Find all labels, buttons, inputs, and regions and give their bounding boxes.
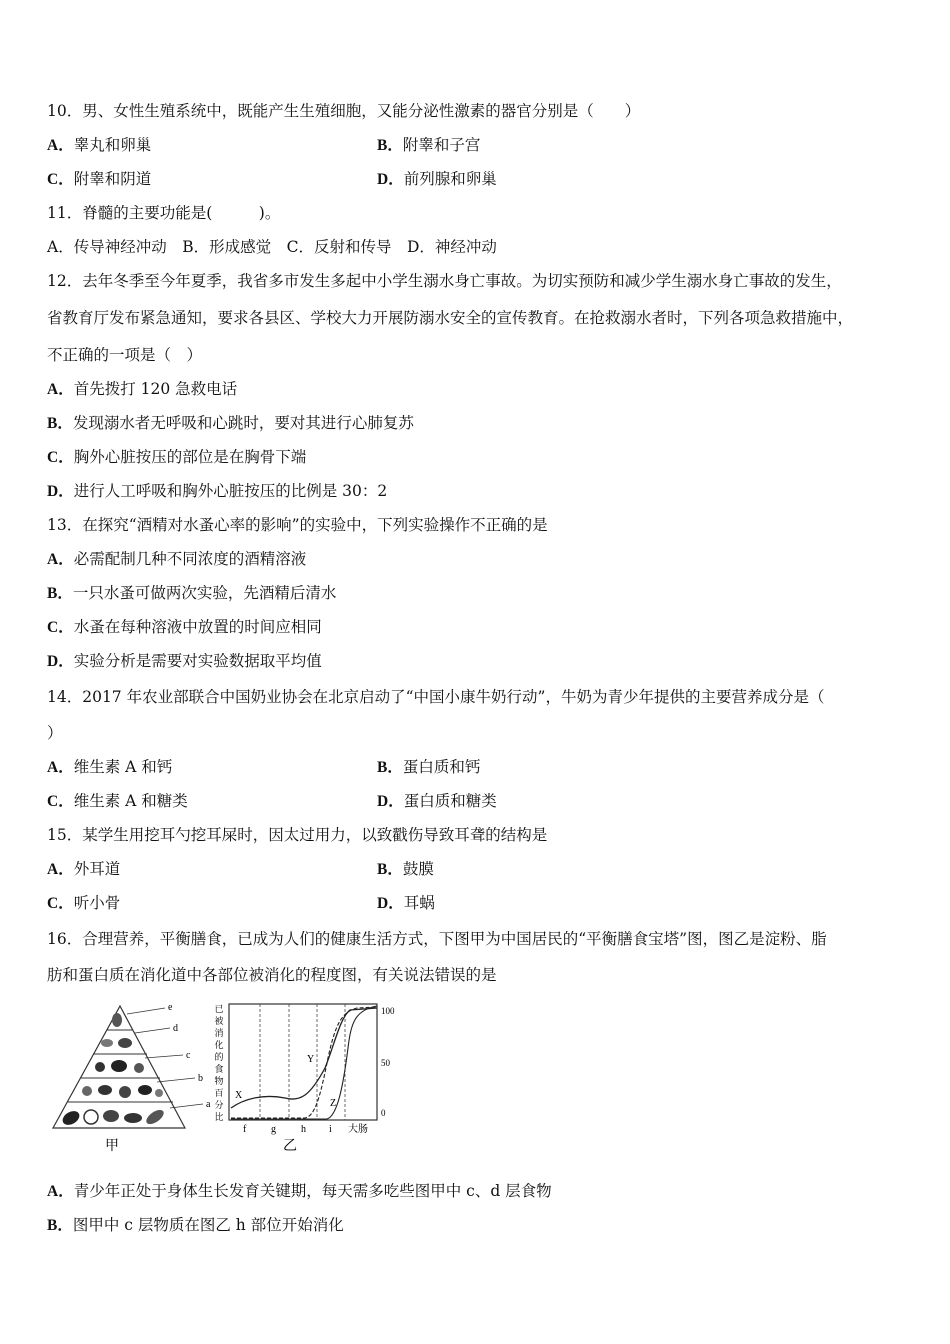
option-label: B．	[47, 415, 73, 432]
q10-option-b	[377, 134, 480, 157]
q13-stem: 13．在探究“酒精对水蚤心率的影响”的实验中，下列实验操作不正确的是	[47, 516, 548, 534]
option-text: 附睾和子宫	[402, 136, 481, 154]
leader-line	[127, 1008, 165, 1014]
food-grain-icon	[144, 1107, 166, 1127]
option-label: D．	[47, 483, 74, 500]
food-fruit-icon	[119, 1086, 131, 1098]
option-label: D．	[377, 793, 404, 810]
option-label: C．	[47, 895, 74, 912]
q15-stem: 15．某学生用挖耳勺挖耳屎时，因太过用力，以致戳伤导致耳聋的结构是	[47, 826, 548, 844]
q14-option-a	[47, 756, 172, 779]
x-section-label: 大肠	[348, 1124, 368, 1135]
option-label: A．	[47, 381, 74, 398]
option-label: A．	[47, 137, 74, 154]
q12-option-b	[47, 412, 414, 435]
q16-option-b	[47, 1214, 344, 1237]
option-text: 蛋白质和糖类	[403, 792, 497, 810]
curve-label-x: X	[235, 1090, 243, 1101]
chart-frame	[229, 1004, 377, 1120]
q15-option-d	[377, 892, 435, 915]
q16-stem-line1: 16．合理营养，平衡膳食，已成为人们的健康生活方式，下图甲为中国居民的“平衡膳食宝塔”图，图乙是淀粉、脂	[47, 930, 827, 948]
option-label: B．	[47, 1217, 73, 1234]
option-text: 图甲中 c 层物质在图乙 h 部位开始消化	[72, 1216, 344, 1234]
leader-line	[135, 1028, 170, 1033]
option-text: 首先拨打 120 急救电话	[73, 380, 238, 398]
option-label: A．	[47, 759, 74, 776]
option-label: A．	[47, 861, 74, 878]
q16-option-a	[47, 1180, 552, 1203]
option-text: 青少年正处于身体生长发育关键期，每天需多吃些图甲中 c、d 层食物	[73, 1182, 552, 1200]
q13-option-b	[47, 582, 336, 605]
q10-option-a	[47, 134, 151, 157]
food-vegetable-icon	[98, 1085, 112, 1095]
q13-option-a	[47, 548, 306, 571]
x-section-label: h	[301, 1124, 306, 1135]
option-text: 鼓膜	[402, 860, 434, 878]
food-grain-icon	[103, 1110, 119, 1122]
option-label: B．	[377, 861, 403, 878]
food-pyramid	[53, 1002, 211, 1154]
pyramid-label-d: d	[173, 1023, 178, 1034]
figure-label-jia: 甲	[105, 1138, 119, 1154]
y-tick-label: 0	[381, 1108, 386, 1118]
option-text: 耳蜗	[403, 894, 435, 912]
option-text: 外耳道	[73, 860, 121, 878]
q16-stem-line2: 肪和蛋白质在消化道中各部位被消化的程度图，有关说法错误的是	[47, 966, 497, 984]
option-text: 一只水蚤可做两次实验，先酒精后清水	[72, 584, 337, 602]
food-vegetable-icon	[82, 1086, 92, 1096]
food-dairy-icon	[118, 1038, 132, 1048]
q15-option-c	[47, 892, 120, 915]
option-label: C．	[47, 619, 74, 636]
food-fruit-icon	[138, 1085, 152, 1095]
q11-stem: 11．脊髓的主要功能是( )。	[47, 204, 281, 222]
q12-stem-line2: 省教育厅发布紧急通知，要求各县区、学校大力开展防溺水安全的宣传教育。在抢救溺水者时，下列各项急救措施中，	[47, 309, 854, 327]
q15-option-a	[47, 858, 120, 881]
option-text: 胸外心脏按压的部位是在胸骨下端	[73, 448, 307, 466]
q14-option-b	[377, 756, 480, 779]
leader-line	[145, 1055, 183, 1058]
option-text: 附睾和阴道	[73, 170, 152, 188]
food-grain-icon	[60, 1108, 82, 1127]
q11-options: A．传导神经冲动 B．形成感觉 C．反射和传导 D．神经冲动	[47, 238, 497, 256]
x-section-label: g	[271, 1124, 276, 1135]
option-text: 发现溺水者无呼吸和心跳时，要对其进行心肺复苏	[72, 414, 414, 432]
figure-label-yi: 乙	[283, 1138, 297, 1154]
chart-y-axis-label: 已被消化的食物百分比	[214, 1005, 224, 1123]
q14-option-c	[47, 790, 188, 813]
q13-option-c	[47, 616, 322, 639]
q16-figure-svg	[45, 998, 405, 1158]
q12-option-a	[47, 378, 237, 401]
option-text: 实验分析是需要对实验数据取平均值	[73, 652, 322, 670]
q10-option-d	[377, 168, 497, 191]
q15-option-b	[377, 858, 434, 881]
curve-z	[231, 1006, 377, 1119]
q10-stem: 10．男、女性生殖系统中，既能产生生殖细胞，又能分泌性激素的器官分别是（ ）	[47, 102, 641, 120]
q12-stem-line3: 不正确的一项是（ ）	[47, 346, 203, 364]
leader-line	[170, 1104, 203, 1108]
y-tick-label: 50	[381, 1058, 390, 1068]
food-meat-icon	[95, 1062, 105, 1072]
q12-stem-line1: 12．去年冬季至今年夏季，我省多市发生多起中小学生溺水身亡事故。为切实预防和减少学生溺水身亡事故的发生，	[47, 272, 842, 290]
option-text: 睾丸和卵巢	[73, 136, 152, 154]
option-text: 必需配制几种不同浓度的酒精溶液	[73, 550, 307, 568]
food-oil-icon	[112, 1013, 122, 1027]
y-tick-label: 100	[381, 1006, 395, 1016]
option-text: 前列腺和卵巢	[403, 170, 497, 188]
option-text: 水蚤在每种溶液中放置的时间应相同	[73, 618, 322, 636]
q14-stem-line2: ）	[47, 724, 63, 742]
pyramid-label-a: a	[206, 1099, 211, 1110]
x-section-label: i	[329, 1124, 332, 1135]
digestion-chart	[214, 1004, 395, 1154]
option-text: 进行人工呼吸和胸外心脏按压的比例是 30：2	[73, 482, 388, 500]
curve-y	[231, 1007, 377, 1118]
option-label: A．	[47, 551, 74, 568]
q12-option-d	[47, 480, 387, 503]
option-label: B．	[47, 585, 73, 602]
food-grain-icon	[124, 1113, 142, 1123]
pyramid-label-b: b	[198, 1073, 203, 1084]
option-label: C．	[47, 793, 74, 810]
option-label: B．	[377, 137, 403, 154]
x-section-label: f	[243, 1124, 247, 1135]
option-label: A．	[47, 1183, 74, 1200]
option-text: 维生素 A 和糖类	[73, 792, 188, 810]
curve-label-y: Y	[307, 1054, 315, 1065]
option-text: 维生素 A 和钙	[73, 758, 173, 776]
leader-line	[157, 1078, 195, 1082]
q14-stem-line1: 14．2017 年农业部联合中国奶业协会在北京启动了“中国小康牛奶行动”，牛奶为青少年提供的主要营养成分是（	[47, 688, 825, 706]
pyramid-label-e: e	[168, 1002, 173, 1013]
option-text: 听小骨	[73, 894, 121, 912]
option-text: 蛋白质和钙	[402, 758, 481, 776]
option-label: D．	[377, 895, 404, 912]
q10-option-c	[47, 168, 151, 191]
q13-option-d	[47, 650, 322, 673]
q16-figure	[45, 998, 405, 1158]
curve-label-z: Z	[330, 1098, 337, 1109]
pyramid-label-c: c	[186, 1050, 191, 1061]
food-grain-icon	[84, 1110, 98, 1124]
option-label: C．	[47, 171, 74, 188]
option-label: D．	[47, 653, 74, 670]
food-meat-icon	[111, 1060, 127, 1072]
food-fruit-icon	[155, 1089, 163, 1097]
q14-option-d	[377, 790, 497, 813]
food-meat-icon	[134, 1063, 144, 1073]
option-label: D．	[377, 171, 404, 188]
option-label: C．	[47, 449, 74, 466]
curve-x	[231, 1008, 377, 1108]
food-dairy-icon	[101, 1039, 113, 1047]
q12-option-c	[47, 446, 306, 469]
option-label: B．	[377, 759, 403, 776]
